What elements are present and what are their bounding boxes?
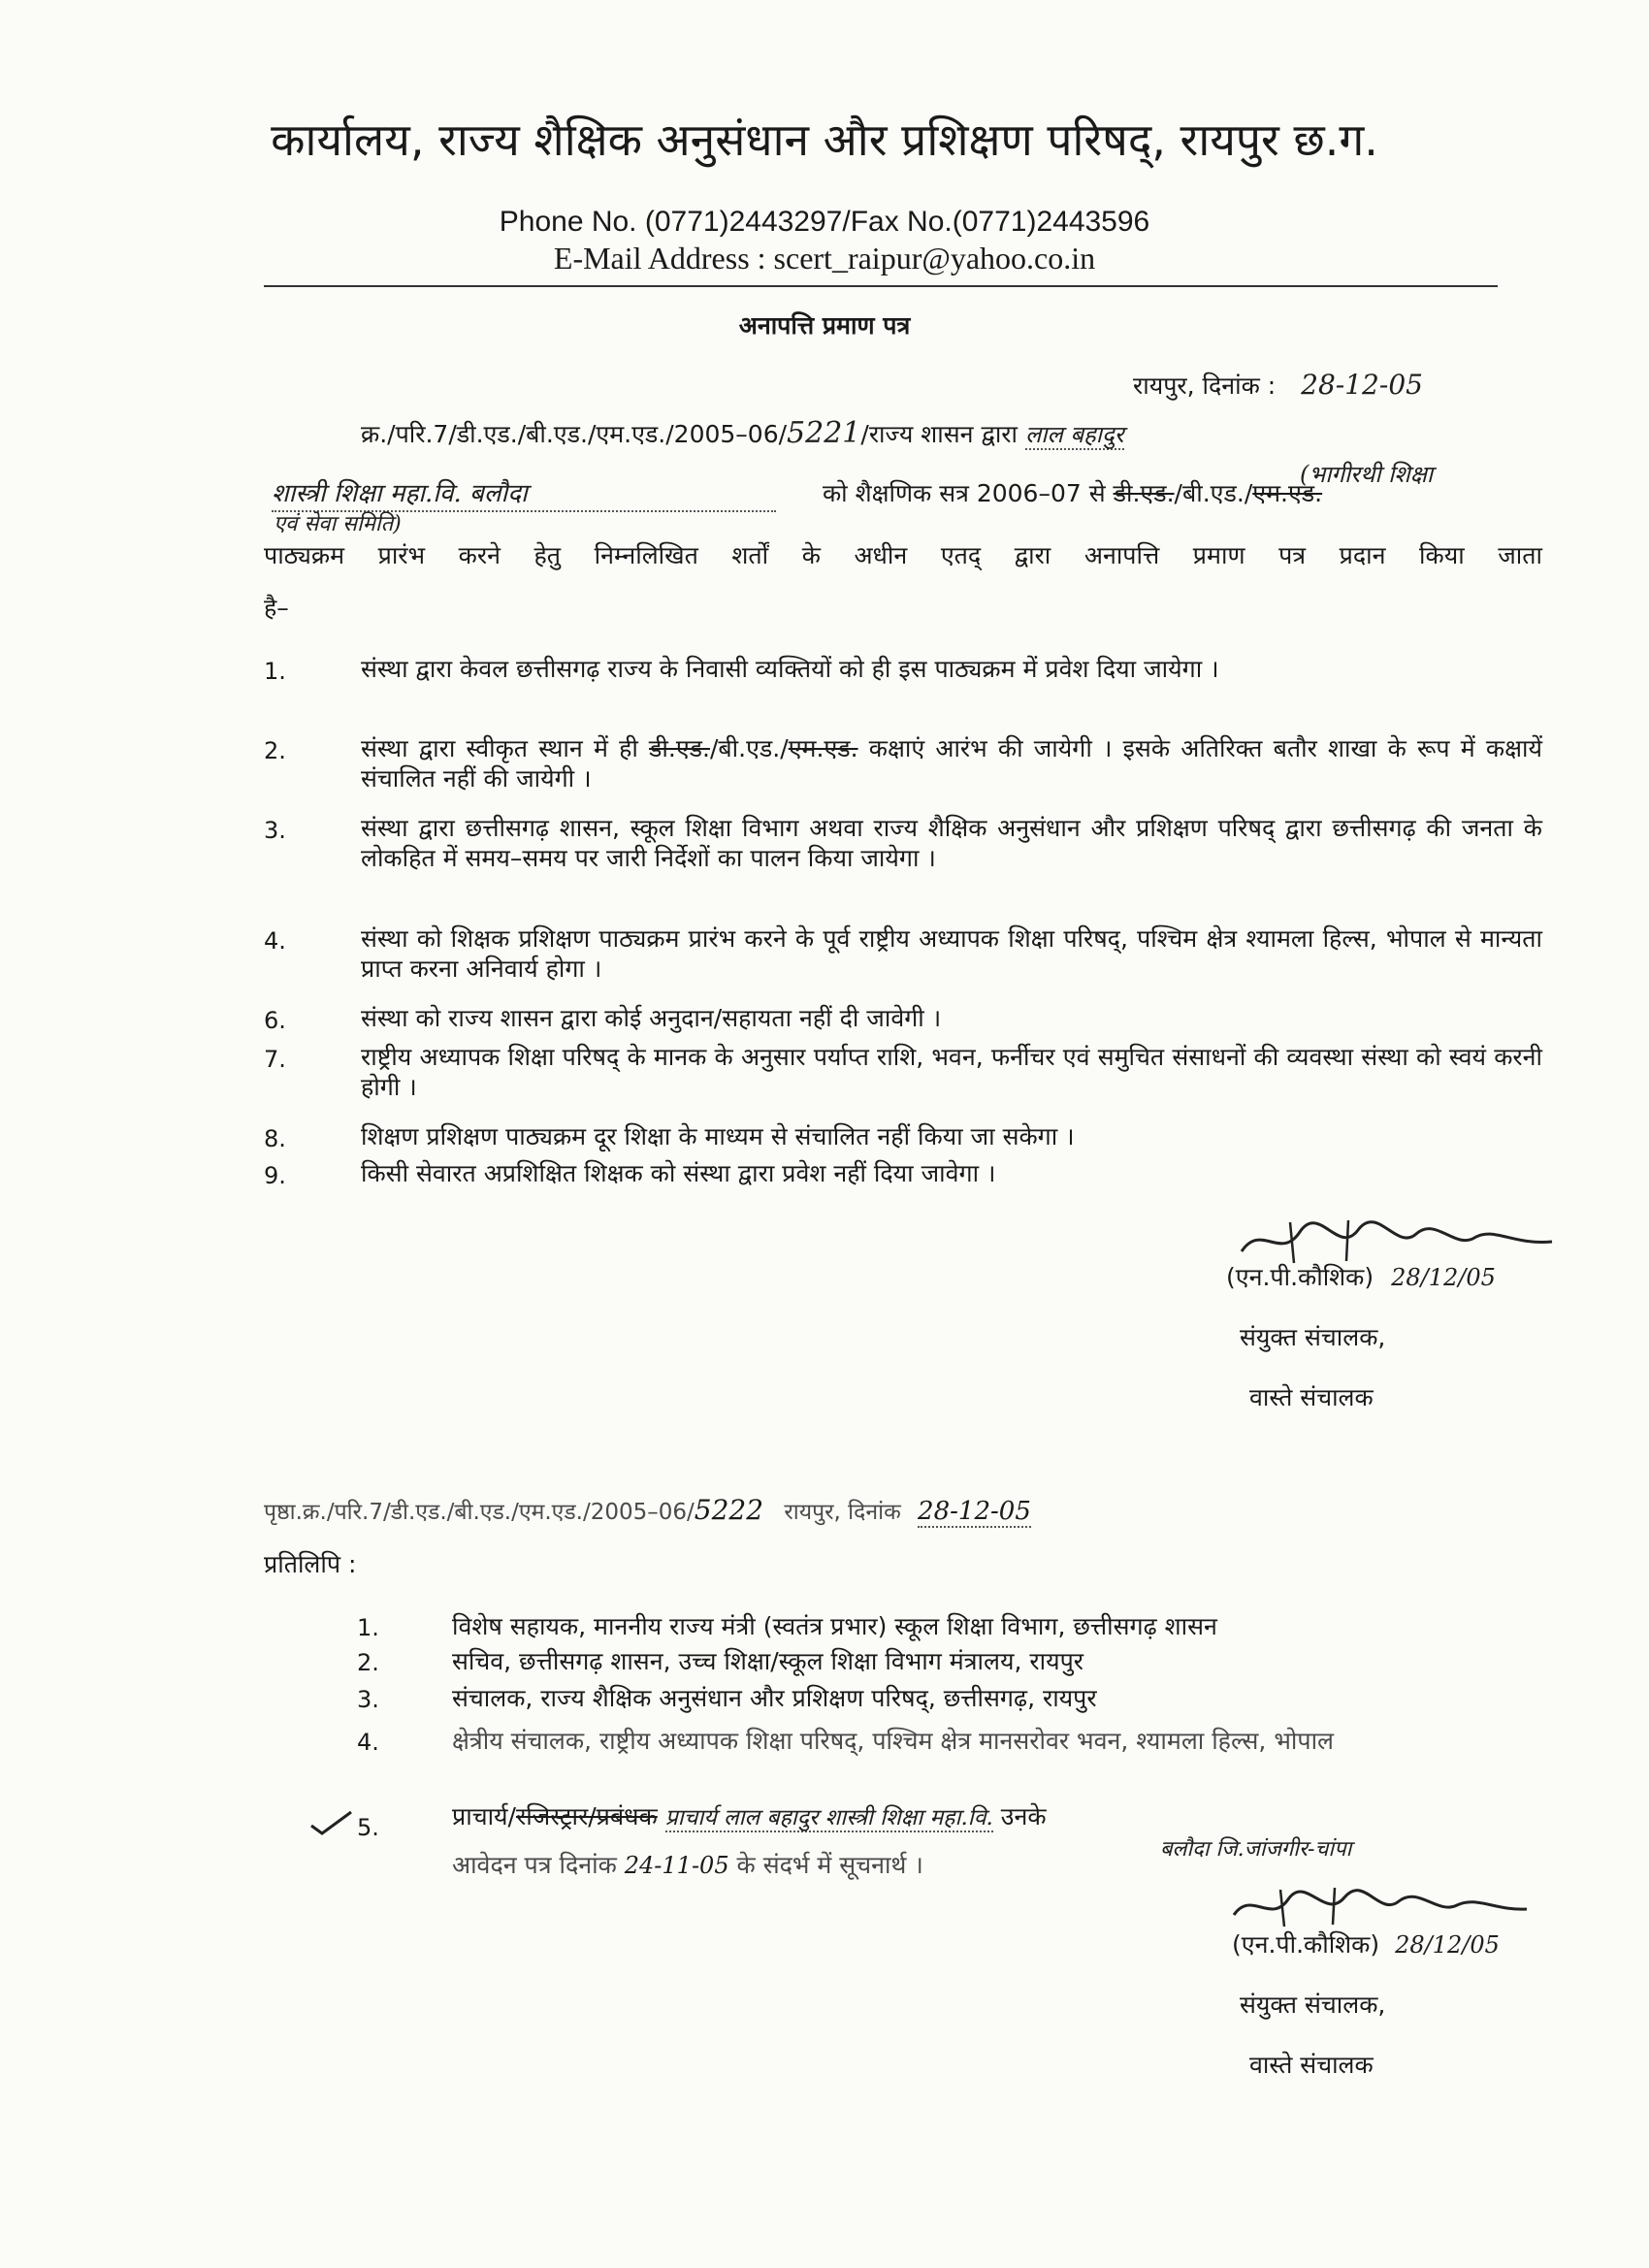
condition-2-text-b: कक्षाएं आरंभ की जायेगी । इसके अतिरिक्त बतौर शाखा के रूप में कक्षायें संचालित नहीं की जायेगी । [361, 734, 1542, 793]
copy-3-text: संचालक, राज्य शैक्षिक अनुसंधान और प्रशिक्षण परिषद्, छत्तीसगढ़, रायपुर [452, 1684, 1097, 1712]
copy-5-line2-b: के संदर्भ में सूचनार्थ । [736, 1851, 923, 1879]
copy-1-text: विशेष सहायक, माननीय राज्य मंत्री (स्वतंत्र प्रभार) स्कूल शिक्षा विभाग, छत्तीसगढ़ शासन [452, 1612, 1217, 1640]
condition-2-text [361, 733, 1542, 794]
course-struck-med: एम.एड. [1252, 479, 1323, 507]
signatory-2-name: (एन.पी.कौशिक) [1232, 1930, 1380, 1959]
condition-1-number: 1. [264, 658, 286, 685]
signature-2-date: 28/12/05 [1395, 1931, 1500, 1959]
condition-7-text: राष्ट्रीय अध्यापक शिक्षा परिषद् के मानक के अनुसार पर्याप्त राशि, भवन, फर्नीचर एवं समुचित संसाधनों की व्यवस्था संस्था को स्वयं करनी होगी । [361, 1043, 1542, 1101]
copy-2-number: 2. [357, 1649, 379, 1676]
copy-5-line-2 [452, 1849, 1494, 1882]
intro-line-2: है– [264, 594, 289, 622]
signatory-1-name: (एन.पी.कौशिक) [1226, 1263, 1374, 1291]
handwritten-date: 28-12-05 [1301, 369, 1423, 401]
copy-5-number: 5. [357, 1814, 379, 1841]
copy-1-number: 1. [357, 1614, 379, 1641]
copy-5-text-a: प्राचार्य/ [452, 1802, 516, 1831]
copy-2-text: सचिव, छत्तीसगढ़ शासन, उच्च शिक्षा/स्कूल शिक्षा विभाग मंत्रालय, रायपुर [452, 1647, 1083, 1675]
course-bed: /बी.एड./ [1174, 479, 1253, 507]
institution-handwritten-d: एवं सेवा समिति) [274, 512, 402, 536]
intro-line-1: पाठ्यक्रम प्रारंभ करने हेतु निम्नलिखित शर्तों के अधीन एतद् द्वारा अनापत्ति प्रमाण पत्र प्रदान किया जाता [264, 541, 1542, 569]
copy-5-line-1 [452, 1800, 1494, 1834]
condition-9-number: 9. [264, 1162, 286, 1189]
signatory-1-designation: संयुक्त संचालक, [1240, 1323, 1386, 1351]
document-title: अनापत्ति प्रमाण पत्र [738, 311, 911, 340]
signature-2-scribble [1224, 1882, 1535, 1932]
condition-4-number: 4. [264, 927, 286, 955]
copy-3-number: 3. [357, 1686, 379, 1713]
condition-2-struck-ded: डी.एड. [649, 734, 710, 762]
phone-fax: Phone No. (0771)2443297/Fax No.(0771)2443596 [499, 206, 1150, 238]
signatory-1-for: वास्ते संचालक [1249, 1383, 1374, 1411]
reference-prefix: क्र./परि.7/डी.एड./बी.एड./एम.एड./2005–06/ [361, 420, 788, 448]
condition-3-text: संस्था द्वारा छत्तीसगढ़ शासन, स्कूल शिक्षा विभाग अथवा राज्य शैक्षिक अनुसंधान और प्रशिक्षण परिषद् द्वारा छत्तीसगढ़ की जनता के लोकहित में समय–समय पर जारी निर्देशों का पालन किया जायेगा । [361, 814, 1542, 872]
condition-8-text: शिक्षण प्रशिक्षण पाठ्यक्रम दूर शिक्षा के माध्यम से संचालित नहीं किया जा सकेगा । [361, 1122, 1075, 1150]
copy-label: प्रतिलिपि : [264, 1550, 357, 1578]
institution-handwritten-c: (भागीरथी शिक्षा [1300, 461, 1434, 488]
institution-handwritten-a: लाल बहादुर [1024, 421, 1124, 448]
condition-8-number: 8. [264, 1125, 286, 1152]
condition-1-text: संस्था द्वारा केवल छत्तीसगढ़ राज्य के निवासी व्यक्तियों को ही इस पाठ्यक्रम में प्रवेश दिया जायेगा । [361, 655, 1219, 683]
signature-1-date: 28/12/05 [1391, 1264, 1496, 1291]
institution-line [272, 477, 1552, 512]
signatory-2-designation: संयुक्त संचालक, [1240, 1991, 1386, 2019]
condition-2-text-a: संस्था द्वारा स्वीकृत स्थान में ही [361, 734, 638, 762]
endorsement-number: 5222 [694, 1494, 764, 1526]
condition-7-number: 7. [264, 1046, 286, 1073]
tick-mark-icon [308, 1808, 355, 1837]
copy-5-date: 24-11-05 [624, 1852, 729, 1879]
condition-6-number: 6. [264, 1007, 286, 1034]
date-line [1133, 369, 1423, 403]
endorsement-prefix: पृष्ठा.क्र./परि.7/डी.एड./बी.एड./एम.एड./2005–06/ [264, 1500, 695, 1525]
condition-2-struck-med: एम.एड. [788, 734, 858, 762]
copy-5-text-b: उनके [1000, 1802, 1047, 1831]
copy-5-handwritten-2: बलौदा जि.जांजगीर-चांपा [1160, 1837, 1352, 1862]
condition-2-bed: /बी.एड./ [709, 734, 789, 762]
copy-5-line2-a: आवेदन पत्र दिनांक [452, 1851, 617, 1879]
condition-3-number: 3. [264, 817, 286, 844]
course-struck-ded: डी.एड. [1113, 479, 1175, 507]
date-label: रायपुर, दिनांक : [1133, 372, 1277, 400]
session-text: को शैक्षणिक सत्र 2006–07 से [822, 479, 1106, 507]
institution-handwritten-b: शास्त्री शिक्षा महा.वि. बलौदा [272, 477, 776, 512]
header-divider [264, 285, 1498, 287]
copy-4-text: क्षेत्रीय संचालक, राष्ट्रीय अध्यापक शिक्षा परिषद्, पश्चिम क्षेत्र मानसरोवर भवन, श्यामला हिल्स, भोपाल [452, 1727, 1335, 1755]
reference-number: 5221 [787, 416, 861, 450]
signatory-2-for: वास्ते संचालक [1249, 2051, 1374, 2079]
email-address: E-Mail Address : scert_raipur@yahoo.co.in [553, 241, 1096, 275]
condition-4-text: संस्था को शिक्षक प्रशिक्षण पाठ्यक्रम प्रारंभ करने के पूर्व राष्ट्रीय अध्यापक शिक्षा परिषद्, पश्चिम क्षेत्र श्यामला हिल्स, भोपाल से मान्यता प्राप्त करना अनिवार्य होगा । [361, 924, 1542, 983]
endorsement-line [264, 1494, 1554, 1529]
copy-5-handwritten: प्राचार्य लाल बहादुर शास्त्री शिक्षा महा.वि. [664, 1805, 993, 1831]
endorsement-date: 28-12-05 [918, 1497, 1031, 1526]
condition-2-number: 2. [264, 737, 286, 764]
condition-6-text: संस्था को राज्य शासन द्वारा कोई अनुदान/सहायता नहीं दी जावेगी । [361, 1004, 942, 1032]
condition-9-text: किसी सेवारत अप्रशिक्षित शिक्षक को संस्था द्वारा प्रवेश नहीं दिया जावेगा । [361, 1159, 996, 1187]
reference-line [361, 417, 1552, 451]
endorsement-place-date: रायपुर, दिनांक [784, 1500, 901, 1525]
copy-4-number: 4. [357, 1729, 379, 1756]
reference-suffix: /राज्य शासन द्वारा [860, 420, 1018, 448]
copy-5-struck: रजिस्ट्रार/प्रबंधक [515, 1802, 658, 1831]
office-title: कार्यालय, राज्य शैक्षिक अनुसंधान और प्रशिक्षण परिषद्, रायपुर छ.ग. [271, 113, 1378, 166]
signature-1-block [1226, 1261, 1496, 1294]
signature-2-block [1232, 1928, 1500, 1961]
